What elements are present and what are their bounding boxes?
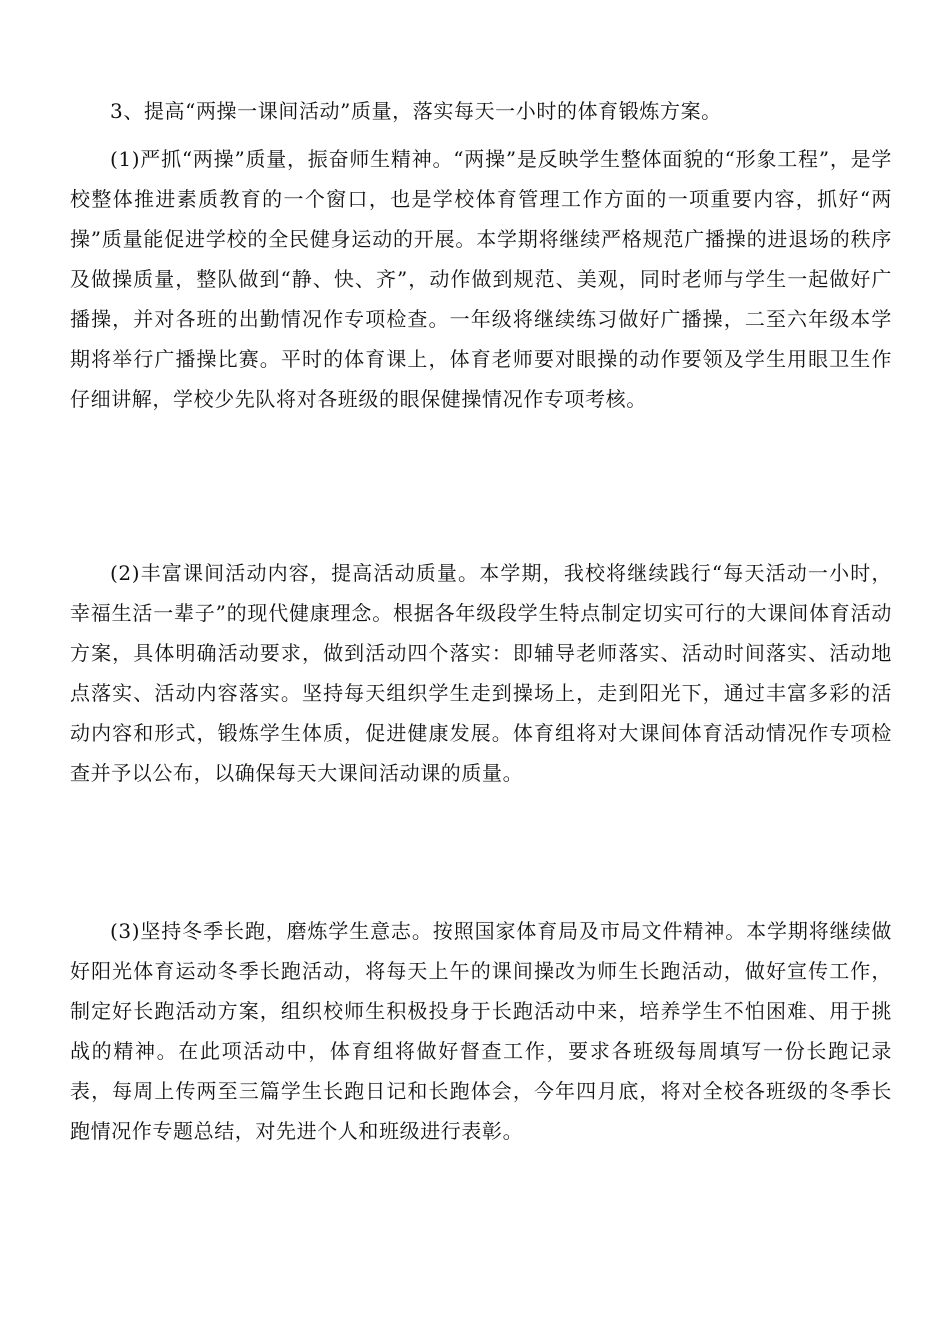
paragraph-two-exercises: (1)严抓“两操”质量，振奋师生精神。“两操”是反映学生整体面貌的“形象工程”，是学校整体推进素质教育的一个窗口，也是学校体育管理工作方面的一项重要内容，抓好“两操”质量能促进学校的全民健身运动的开展。本学期将继续严格规范广播操的进退场的秩序及做操质量，整队做到“静、快、齐”，动作做到规范、美观，同时老师与学生一起做好广播操，并对各班的出勤情况作专项检查。一年级将继续练习做好广播操，二至六年级本学期将举行广播操比赛。平时的体育课上，体育老师要对眼操的动作要领及学生用眼卫生作仔细讲解，学校少先队将对各班级的眼保健操情况作专项考核。 <box>70 147 892 411</box>
paragraph-break-activities: (2)丰富课间活动内容，提高活动质量。本学期，我校将继续践行“每天活动一小时，幸福生活一辈子”的现代健康理念。根据各年级段学生特点制定切实可行的大课间体育活动方案，具体明确活动要求，做到活动四个落实：即辅导老师落实、活动时间落实、活动地点落实、活动内容落实。坚持每天组织学生走到操场上，走到阳光下，通过丰富多彩的活动内容和形式，锻炼学生体质，促进健康发展。体育组将对大课间体育活动情况作专项检查并予以公布，以确保每天大课间活动课的质量。 <box>70 561 892 785</box>
paragraph-winter-running: (3)坚持冬季长跑，磨炼学生意志。按照国家体育局及市局文件精神。本学期将继续做好阳光体育运动冬季长跑活动，将每天上午的课间操改为师生长跑活动，做好宣传工作，制定好长跑活动方案，组织校师生积极投身于长跑活动中来，培养学生不怕困难、用于挑战的精神。在此项活动中，体育组将做好督查工作，要求各班级每周填写一份长跑记录表，每周上传两至三篇学生长跑日记和长跑体会，今年四月底，将对全校各班级的冬季长跑情况作专题总结，对先进个人和班级进行表彰。 <box>70 919 892 1143</box>
section-heading: 3、提高“两操一课间活动”质量，落实每天一小时的体育锻炼方案。 <box>110 99 722 123</box>
